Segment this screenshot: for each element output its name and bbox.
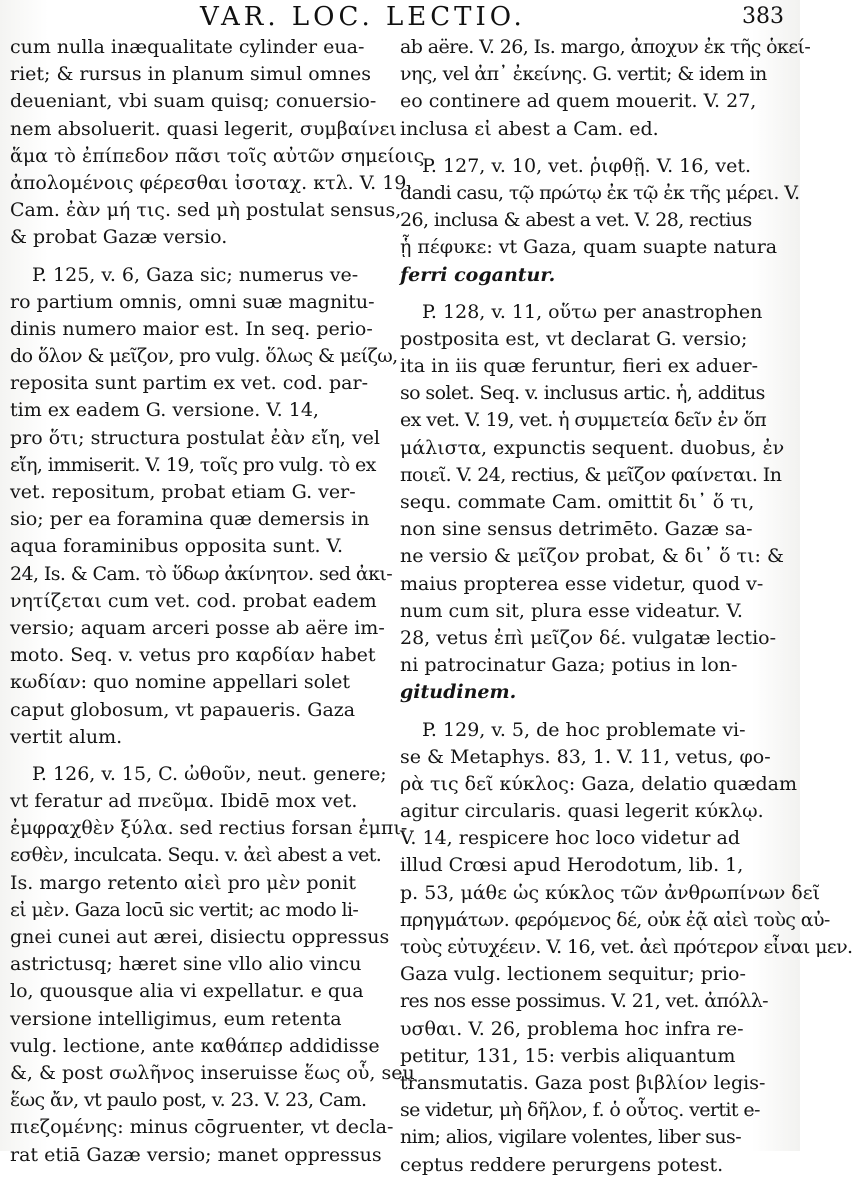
- text-line: ἐμφραχθὲν ξύλα. sed rectius forsan ἐμπι-: [10, 817, 408, 840]
- text-line: ρὰ τις δεῖ κύκλος: Gaza, delatio quædam: [400, 772, 798, 795]
- text-line: εἰ μὲν. Gaza locū sic vertit; ac modo li-: [10, 898, 359, 921]
- text-line: vet. repositum, probat etiam G. ver-: [10, 481, 356, 503]
- paragraph-gap: [10, 751, 382, 761]
- text-line: &, & post σωλῆνος inseruisse ἕως οὗ, seu: [10, 1061, 415, 1084]
- text-line: vt feratur ad πνεῦμα. Ibidē mox vet.: [10, 790, 358, 813]
- text-line: ἅμα τὸ ἐπίπεδον πᾶσι τοῖς αὐτῶν σημείοις: [10, 144, 425, 167]
- text-line: agitur circularis. quasi legerit κύκλῳ.: [400, 800, 764, 823]
- text-line: tim ex eadem G. versione. V. 14,: [10, 399, 319, 422]
- text-line: πρηγμάτων. φερόμενος δέ, οὐκ ἐᾷ αἰεὶ τοὺς αὐ-: [400, 908, 830, 931]
- text-line: riet; & rursus in planum simul omnes: [10, 63, 371, 86]
- text-line: sio; per ea foramina quæ demersis in: [10, 508, 370, 531]
- text-line: non sine sensus detrimēto. Gazæ sa-: [400, 518, 753, 541]
- text-line: transmutatis. Gaza post βιβλίον legis-: [400, 1071, 766, 1094]
- paragraph-gap: [400, 143, 772, 153]
- text-line: V. 14, respicere hoc loco videtur ad: [400, 827, 740, 850]
- left-text-column: [10, 34, 425, 1169]
- text-line: P. 129, v. 5, de hoc problemate vi-: [422, 718, 746, 741]
- text-line: 26, inclusa & abest a vet. V. 28, rectius: [400, 209, 752, 232]
- text-line: astrictusq; hæret sine vllo alio vincu: [10, 953, 362, 976]
- text-line: aqua foraminibus opposita sunt. V.: [10, 535, 343, 558]
- text-line: moto. Seq. v. vetus pro καρδίαν habet: [10, 644, 376, 667]
- text-line: caput globosum, vt papaueris. Gaza: [10, 698, 356, 721]
- text-line: 24, Is. & Cam. τὸ ὕδωρ ἀκίνητον. sed ἀκι-: [10, 562, 393, 585]
- text-line: ita in iis quæ feruntur, fieri ex aduer-: [400, 355, 759, 378]
- text-line: ne versio & μεῖζον probat, & δι᾽ ὅ τι: &: [400, 545, 784, 568]
- text-line: versione intelligimus, eum retenta: [10, 1007, 342, 1030]
- running-head: VAR. LOC. LECTIO.: [200, 2, 526, 32]
- paragraph-gap: [400, 707, 772, 717]
- text-line: do ὅλον & μεῖζον, pro vulg. ὅλως & μείζω,: [10, 345, 398, 368]
- text-line: deueniant, vbi suam quisq; conuersio-: [10, 90, 377, 113]
- text-line: vertit alum.: [10, 725, 123, 748]
- text-line: nem absoluerit. quasi legerit, συμβαίνει: [10, 117, 397, 140]
- text-line: μάλιστα, expunctis sequent. duobus, ἐν: [400, 436, 785, 459]
- text-line: gitudinem.: [400, 681, 517, 704]
- text-line: sequ. commate Cam. omittit δι᾽ ὅ τι,: [400, 491, 755, 513]
- text-line: νητίζεται cum vet. cod. probat eadem: [10, 589, 377, 612]
- page-header: [0, 0, 800, 34]
- page-number: 383: [742, 4, 784, 29]
- paragraph-gap: [400, 289, 772, 299]
- text-line: P. 128, v. 11, οὕτω per anastrophen: [422, 300, 763, 323]
- text-line: eo continere ad quem mouerit. V. 27,: [400, 90, 757, 113]
- text-line: ni patrocinatur Gaza; potius in lon-: [400, 654, 738, 677]
- text-line: inclusa εἰ abest a Cam. ed.: [400, 117, 659, 140]
- text-line: ex vet. V. 19, vet. ἡ συμμετεία δεῖν ἐν ὅπ: [400, 409, 767, 432]
- text-line: τοὺς εὐτυχέειν. V. 16, vet. ἀεὶ πρότερον εἶναι μεν.: [400, 936, 853, 958]
- text-line: gnei cunei aut ærei, disiectu oppressus: [10, 926, 390, 948]
- text-line: Is. margo retento αἰεὶ pro μὲν ponit: [10, 871, 356, 894]
- text-line: petitur, 131, 15: verbis aliquantum: [400, 1044, 736, 1067]
- text-line: κωδίαν: quo nomine appellari solet: [10, 671, 350, 694]
- text-line: ποιεῖ. V. 24, rectius, & μεῖζον φαίνεται. In: [400, 463, 782, 486]
- text-line: postposita est, vt declarat G. versio;: [400, 327, 748, 350]
- text-line: ro partium omnis, omni suæ magnitu-: [10, 290, 375, 313]
- text-line: nim; alios, vigilare volentes, liber sus-: [400, 1126, 742, 1149]
- text-line: ᾗ πέφυκε: vt Gaza, quam suapte natura: [400, 236, 778, 259]
- text-line: res nos esse possimus. V. 21, vet. ἀπόλλ-: [400, 990, 768, 1013]
- text-line: εσθὲν, inculcata. Sequ. v. ἀεὶ abest a vet.: [10, 844, 382, 867]
- text-line: ferri cogantur.: [400, 263, 556, 286]
- text-line: dandi casu, τῷ πρώτῳ ἐκ τῷ ἐκ τῆς μέρει. V.: [400, 181, 800, 204]
- text-line: p. 53, μάθε ὡς κύκλος τῶν ἀνθρωπίνων δεῖ: [400, 881, 821, 904]
- text-line: P. 126, v. 15, C. ὠθοῦν, neut. genere;: [32, 762, 387, 785]
- text-line: P. 125, v. 6, Gaza sic; numerus ve-: [32, 263, 359, 286]
- text-line: maius propterea esse videtur, quod v-: [400, 572, 764, 595]
- text-line: Cam. ἐὰν μή τις. sed μὴ postulat sensus,: [10, 199, 402, 222]
- text-line: num cum sit, plura esse videatur. V.: [400, 599, 743, 622]
- right-text-column: [400, 34, 853, 1179]
- text-line: so solet. Seq. v. inclusus artic. ἡ, additus: [400, 382, 765, 405]
- text-line: lo, quousque alia vi expellatur. e qua: [10, 980, 364, 1003]
- text-line: se & Metaphys. 83, 1. V. 11, vetus, φο-: [400, 745, 771, 768]
- text-line: vulg. lectione, ante καθάπερ addidisse: [10, 1034, 380, 1057]
- text-line: υσθαι. V. 26, problema hoc infra re-: [400, 1017, 744, 1040]
- text-line: & probat Gazæ versio.: [10, 226, 228, 249]
- text-line: 28, vetus ἐπὶ μεῖζον δέ. vulgatæ lectio-: [400, 626, 777, 649]
- paragraph-gap: [10, 252, 382, 262]
- text-line: P. 127, v. 10, vet. ῥιφθῇ. V. 16, vet.: [422, 154, 752, 177]
- text-line: dinis numero maior est. In seq. perio-: [10, 317, 373, 340]
- text-line: cum nulla inæqualitate cylinder eua-: [10, 36, 365, 58]
- text-line: ceptus reddere perurgens potest.: [400, 1153, 724, 1176]
- text-line: Gaza vulg. lectionem sequitur; prio-: [400, 963, 746, 986]
- text-line: se videtur, μὴ δῆλον, f. ὁ οὗτος. vertit e-: [400, 1099, 760, 1122]
- text-line: ab aëre. V. 26, Is. margo, ἀποχυν ἐκ τῆς ὁκεί-: [400, 36, 811, 58]
- text-line: πιεζομένης: minus cōgruenter, vt decla-: [10, 1116, 394, 1139]
- text-line: pro ὅτι; structura postulat ἐὰν εἴη, vel: [10, 426, 380, 449]
- text-line: rat etiā Gazæ versio; manet oppressus: [10, 1143, 382, 1166]
- text-line: reposita sunt partim ex vet. cod. par-: [10, 372, 369, 395]
- text-line: ἕως ἄν, vt paulo post, v. 23. V. 23, Cam.: [10, 1089, 367, 1112]
- text-line: εἴη, immiserit. V. 19, τοῖς pro vulg. τὸ ex: [10, 453, 376, 476]
- text-line: versio; aquam arceri posse ab aëre im-: [10, 616, 385, 639]
- text-line: illud Crœsi apud Herodotum, lib. 1,: [400, 854, 744, 877]
- text-line: νης, vel ἀπ᾽ ἐκείνης. G. vertit; & idem in: [400, 63, 767, 86]
- text-line: ἀπολομένοις φέρεσθαι ἰσοταχ. κτλ. V. 19,: [10, 171, 413, 194]
